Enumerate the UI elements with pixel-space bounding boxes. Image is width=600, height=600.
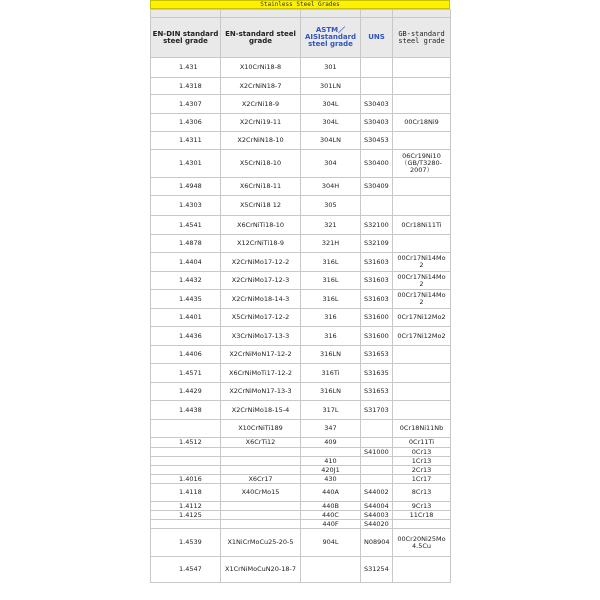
en-cell: X2CrNiN18-10 <box>221 132 301 150</box>
uns-cell: S30403 <box>361 95 393 114</box>
en-din-cell: 1.4401 <box>151 309 221 327</box>
en-din-cell <box>151 466 221 475</box>
table-row <box>151 364 451 383</box>
uns-cell <box>361 466 393 475</box>
table-row <box>151 438 451 448</box>
astm-cell <box>301 557 361 583</box>
table-row <box>151 58 451 78</box>
table-row <box>151 196 451 216</box>
gb-cell: 00Cr17Ni14Mo 2 <box>393 272 451 290</box>
table-row <box>151 309 451 327</box>
astm-cell: 316 <box>301 327 361 346</box>
table-row <box>151 520 451 529</box>
en-cell: X2CrNiMoN17-13-3 <box>221 383 301 401</box>
en-din-cell: 1.4125 <box>151 511 221 520</box>
astm-cell: 316L <box>301 272 361 290</box>
astm-cell: 304L <box>301 114 361 132</box>
gb-cell: 00Cr18Ni9 <box>393 114 451 132</box>
en-cell: X6CrNiMoTi17-12-2 <box>221 364 301 383</box>
en-din-cell: 1.4306 <box>151 114 221 132</box>
en-din-cell <box>151 457 221 466</box>
gb-cell <box>393 178 451 196</box>
gb-cell: 00Cr17Ni14Mo 2 <box>393 290 451 309</box>
table-row <box>151 290 451 309</box>
table-row <box>151 475 451 484</box>
header-uns: UNS <box>361 18 393 58</box>
en-cell: X10CrNiTi189 <box>221 420 301 438</box>
astm-cell: 409 <box>301 438 361 448</box>
en-cell: X3CrNiMo17-13-3 <box>221 327 301 346</box>
gb-cell <box>393 78 451 95</box>
uns-cell: S31603 <box>361 272 393 290</box>
gb-cell <box>393 196 451 216</box>
en-din-cell: 1.4541 <box>151 216 221 235</box>
en-din-cell: 1.4435 <box>151 290 221 309</box>
table-row <box>151 448 451 457</box>
en-din-cell: 1.4307 <box>151 95 221 114</box>
table-row <box>151 132 451 150</box>
uns-cell <box>361 78 393 95</box>
uns-cell: S30453 <box>361 132 393 150</box>
gb-cell: 00Cr17Ni14Mo 2 <box>393 253 451 272</box>
astm-cell: 440F <box>301 520 361 529</box>
en-din-cell: 1.4301 <box>151 150 221 178</box>
gb-cell: 0Cr11Ti <box>393 438 451 448</box>
astm-cell: 316L <box>301 290 361 309</box>
en-cell <box>221 466 301 475</box>
uns-cell <box>361 196 393 216</box>
table-row <box>151 557 451 583</box>
astm-cell: 321 <box>301 216 361 235</box>
table-row <box>151 253 451 272</box>
uns-cell <box>361 457 393 466</box>
gb-cell: 0Cr17Ni12Mo2 <box>393 309 451 327</box>
table-row <box>151 401 451 420</box>
en-din-cell: 1.4436 <box>151 327 221 346</box>
uns-cell: S31635 <box>361 364 393 383</box>
astm-cell: 316L <box>301 253 361 272</box>
astm-cell: 304L <box>301 95 361 114</box>
en-cell: X2CrNi19-11 <box>221 114 301 132</box>
gb-cell: 1Cr17 <box>393 475 451 484</box>
table-row <box>151 272 451 290</box>
gb-cell: 06Cr19Ni10 （GB/T3280- 2007） <box>393 150 451 178</box>
astm-cell: 304H <box>301 178 361 196</box>
gb-cell: 0Cr13 <box>393 448 451 457</box>
astm-cell: 301 <box>301 58 361 78</box>
astm-cell: 420J1 <box>301 466 361 475</box>
en-din-cell: 1.4303 <box>151 196 221 216</box>
astm-cell: 347 <box>301 420 361 438</box>
en-din-cell: 1.4539 <box>151 529 221 557</box>
en-din-cell: 1.4429 <box>151 383 221 401</box>
en-cell: X12CrNiTi18-9 <box>221 235 301 253</box>
uns-cell: S31603 <box>361 253 393 272</box>
astm-cell: 410 <box>301 457 361 466</box>
uns-cell <box>361 438 393 448</box>
en-cell: X40CrMo15 <box>221 484 301 502</box>
en-cell <box>221 448 301 457</box>
table-title: Stainless Steel Grades <box>150 0 450 9</box>
table-row <box>151 511 451 520</box>
table-row <box>151 150 451 178</box>
gb-cell <box>393 132 451 150</box>
uns-cell <box>361 475 393 484</box>
steel-grades-table <box>150 9 451 583</box>
astm-cell: 301LN <box>301 78 361 95</box>
uns-cell: S30400 <box>361 150 393 178</box>
en-din-cell: 1.4311 <box>151 132 221 150</box>
en-din-cell: 1.4432 <box>151 272 221 290</box>
en-cell: X5CrNiMo17-12-2 <box>221 309 301 327</box>
en-cell <box>221 502 301 511</box>
gb-cell: 0Cr17Ni12Mo2 <box>393 327 451 346</box>
gb-cell <box>393 346 451 364</box>
en-din-cell: 1.4948 <box>151 178 221 196</box>
astm-cell: 316LN <box>301 346 361 364</box>
en-din-cell <box>151 448 221 457</box>
gb-cell: 1Cr13 <box>393 457 451 466</box>
uns-cell: S44004 <box>361 502 393 511</box>
table-row <box>151 529 451 557</box>
table-row <box>151 327 451 346</box>
en-din-cell: 1.4318 <box>151 78 221 95</box>
uns-cell: S30403 <box>361 114 393 132</box>
uns-cell: S31254 <box>361 557 393 583</box>
en-din-cell: 1.4016 <box>151 475 221 484</box>
uns-cell: S41000 <box>361 448 393 457</box>
astm-cell: 904L <box>301 529 361 557</box>
en-cell: X2CrNiMoN17-12-2 <box>221 346 301 364</box>
en-din-cell: 1.4547 <box>151 557 221 583</box>
en-din-cell: 1.431 <box>151 58 221 78</box>
en-din-cell <box>151 520 221 529</box>
en-din-cell: 1.4878 <box>151 235 221 253</box>
astm-cell: 304LN <box>301 132 361 150</box>
table-row <box>151 457 451 466</box>
astm-cell: 316Ti <box>301 364 361 383</box>
uns-cell: S31600 <box>361 327 393 346</box>
gb-cell: 0Cr18Ni11Nb <box>393 420 451 438</box>
astm-cell: 440A <box>301 484 361 502</box>
uns-cell: S31653 <box>361 346 393 364</box>
en-cell: X2CrNiMo18-15-4 <box>221 401 301 420</box>
en-cell: X1NiCrMoCu25-20-5 <box>221 529 301 557</box>
gb-cell <box>393 235 451 253</box>
en-cell: X2CrNiMo17-12-3 <box>221 272 301 290</box>
header-gb: GB-standard steel grade <box>393 18 451 58</box>
gb-cell <box>393 95 451 114</box>
header-en: EN-standard steel grade <box>221 18 301 58</box>
uns-cell <box>361 420 393 438</box>
gb-cell: 8Cr13 <box>393 484 451 502</box>
astm-cell: 317L <box>301 401 361 420</box>
header-astm-aisi: ASTM／AISIstandard steel grade <box>301 18 361 58</box>
en-cell: X5CrNi18-10 <box>221 150 301 178</box>
en-cell: X1CrNiMoCuN20-18-7 <box>221 557 301 583</box>
en-cell: X2CrNiN18-7 <box>221 78 301 95</box>
gb-cell <box>393 401 451 420</box>
en-din-cell: 1.4571 <box>151 364 221 383</box>
astm-cell: 321H <box>301 235 361 253</box>
header-en-din: EN-DIN standard steel grade <box>151 18 221 58</box>
gb-cell: 2Cr13 <box>393 466 451 475</box>
en-din-cell: 1.4438 <box>151 401 221 420</box>
en-din-cell: 1.4404 <box>151 253 221 272</box>
en-cell <box>221 520 301 529</box>
uns-cell: S32100 <box>361 216 393 235</box>
en-cell: X10CrNi18-8 <box>221 58 301 78</box>
gb-cell: 11Cr18 <box>393 511 451 520</box>
table-row <box>151 420 451 438</box>
table-header-row <box>151 18 451 58</box>
table-row <box>151 216 451 235</box>
en-din-cell: 1.4112 <box>151 502 221 511</box>
en-din-cell: 1.4512 <box>151 438 221 448</box>
uns-cell: S30409 <box>361 178 393 196</box>
table-row <box>151 346 451 364</box>
astm-cell: 440C <box>301 511 361 520</box>
en-cell: X6CrTi12 <box>221 438 301 448</box>
en-cell: X2CrNi18-9 <box>221 95 301 114</box>
uns-cell: S31600 <box>361 309 393 327</box>
uns-cell: S44002 <box>361 484 393 502</box>
table-row <box>151 114 451 132</box>
astm-cell: 440B <box>301 502 361 511</box>
en-cell: X6CrNiTi18-10 <box>221 216 301 235</box>
en-cell: X6CrNi18-11 <box>221 178 301 196</box>
en-cell: X6Cr17 <box>221 475 301 484</box>
uns-cell: S31603 <box>361 290 393 309</box>
table-row <box>151 95 451 114</box>
en-cell <box>221 457 301 466</box>
en-din-cell <box>151 420 221 438</box>
gb-cell: 9Cr13 <box>393 502 451 511</box>
en-din-cell: 1.4406 <box>151 346 221 364</box>
table-row <box>151 178 451 196</box>
uns-cell: N08904 <box>361 529 393 557</box>
en-cell: X5CrNi18 12 <box>221 196 301 216</box>
table-spacer-row <box>151 10 451 18</box>
table-row <box>151 466 451 475</box>
table-row <box>151 484 451 502</box>
astm-cell <box>301 448 361 457</box>
astm-cell: 316LN <box>301 383 361 401</box>
uns-cell <box>361 58 393 78</box>
en-din-cell: 1.4118 <box>151 484 221 502</box>
en-cell: X2CrNiMo17-12-2 <box>221 253 301 272</box>
table-row <box>151 502 451 511</box>
gb-cell <box>393 383 451 401</box>
en-cell: X2CrNiMo18-14-3 <box>221 290 301 309</box>
en-cell <box>221 511 301 520</box>
gb-cell <box>393 364 451 383</box>
gb-cell <box>393 58 451 78</box>
steel-grades-panel <box>150 0 450 583</box>
uns-cell: S31653 <box>361 383 393 401</box>
table-row <box>151 383 451 401</box>
table-row <box>151 78 451 95</box>
gb-cell: 0Cr18Ni11Ti <box>393 216 451 235</box>
gb-cell <box>393 557 451 583</box>
uns-cell: S32109 <box>361 235 393 253</box>
astm-cell: 430 <box>301 475 361 484</box>
astm-cell: 305 <box>301 196 361 216</box>
uns-cell: S44020 <box>361 520 393 529</box>
astm-cell: 316 <box>301 309 361 327</box>
uns-cell: S31703 <box>361 401 393 420</box>
uns-cell: S44003 <box>361 511 393 520</box>
gb-cell: 00Cr20Ni25Mo 4.5Cu <box>393 529 451 557</box>
astm-cell: 304 <box>301 150 361 178</box>
gb-cell <box>393 520 451 529</box>
table-row <box>151 235 451 253</box>
